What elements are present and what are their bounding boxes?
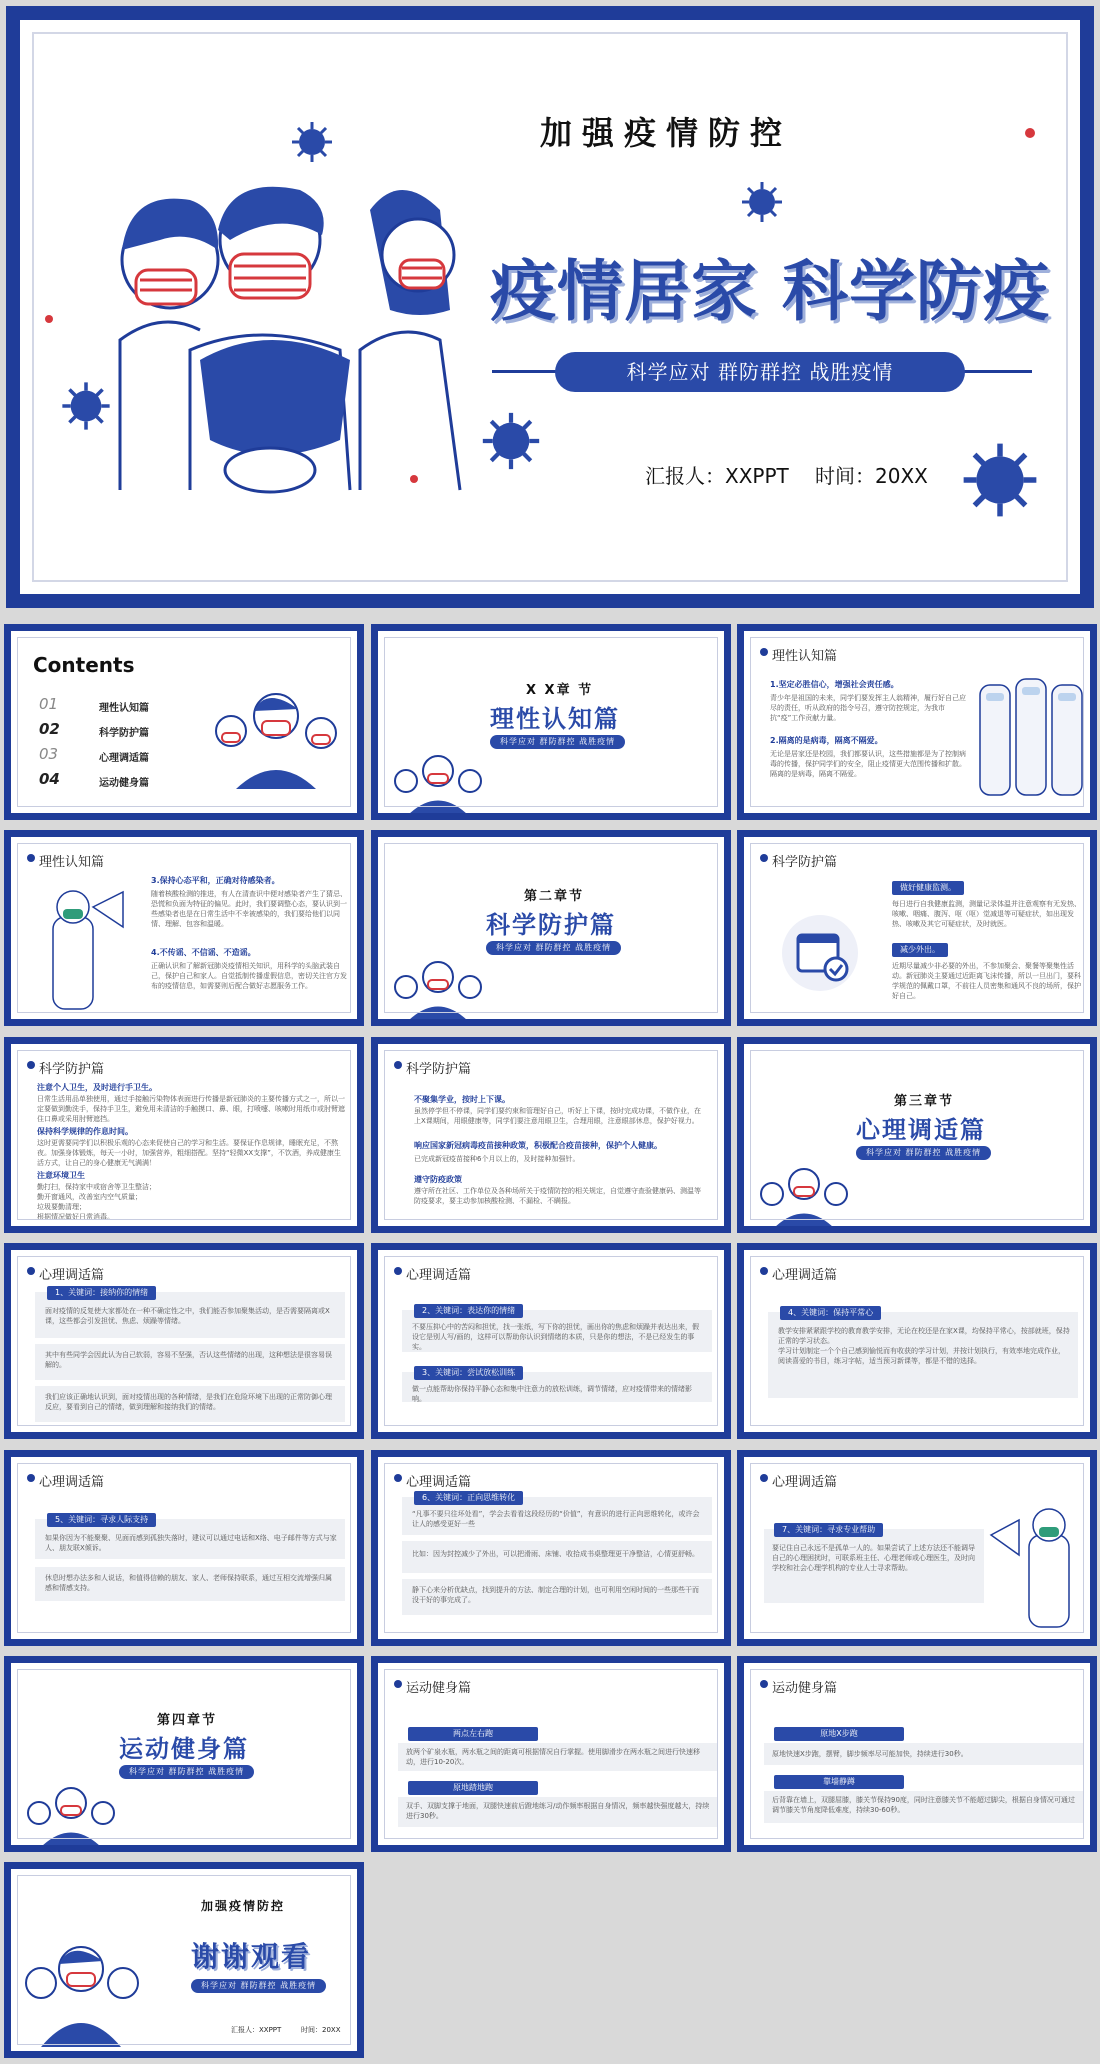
text-heading: 不聚集学业，按时上下课。 <box>414 1095 510 1104</box>
text-body: 遵守所在社区、工作单位及各种场所关于疫情防控的相关规定，自觉遵守查验健康码、测温等防疫要求，要主动参加核酸检测、不漏检、不瞒报。 <box>414 1187 701 1205</box>
section-title: 心理调适篇 <box>406 1471 471 1490</box>
slide-chapter-3[interactable] <box>737 1037 1097 1233</box>
text-body: 原地快速X步跑，摆臂，脚步频率尽可能加快，持续进行30秒。 <box>772 1750 968 1758</box>
tip-badge: 减少外出。 <box>892 943 948 957</box>
chapter-number: X X章 节 <box>526 683 594 698</box>
keyword-badge: 7、关键词：寻求专业帮助 <box>774 1523 883 1537</box>
text-body: 日常生活用品单独使用，通过手接触污染物体表面进行传播是新冠肺炎的主要传播方式之一，所以一定要做到勤洗手，保持手卫生，避免用未清洁的手触摸口、鼻、眼，打喷嚏、咳嗽时用纸巾或肘臂遮住口鼻或采用肘臂遮挡。 <box>37 1095 345 1123</box>
cover-top-title: 加强疫情防控 <box>540 114 793 152</box>
section-title: 运动健身篇 <box>772 1677 837 1696</box>
text-body: 如果你因为不能聚聚、见面而感到孤独失落时，建议可以通过电话和X络、电子邮件等方式与家人、朋友联X倾诉。 <box>45 1534 337 1552</box>
slide-section-2b[interactable] <box>4 1037 364 1233</box>
text-body: 后背靠在墙上，双腿屈膝，膝关节保持90度，同时注意膝关节不能超过脚尖，根据自身情况可通过调节膝关节角度降低难度，持续30-60秒。 <box>772 1796 1075 1814</box>
calendar-check-icon <box>780 913 860 993</box>
contents-label: 运动健身篇 <box>99 778 149 789</box>
people-illustration <box>754 1154 854 1229</box>
megaphone-doctor-illustration <box>33 877 133 1017</box>
red-dot <box>410 475 418 483</box>
text-body: 教学安排紧紧跟学校的教育教学安排，无论在校还是在家X课，均保持平常心，按部就班，保持正常的学习状态。 学习计划制定一个个自己感到愉悦而有收获的学习计划，并按计划执行，有效率地完成作业，阅读喜爱的书目，练习字帖，适当预习新课等，都是不错的选择。 <box>778 1327 1070 1365</box>
keyword-badge: 2、关键词：表达你的情绪 <box>414 1304 523 1318</box>
slide-section-4b[interactable] <box>737 1656 1097 1852</box>
text-body: 随着核酸检测的推进，有人在清查识中便对感染者产生了猜忌、恐慌和负面为特征的偏见。此时，我们要调整心态，要认识到一些感染者也是在日常生活中不幸被感染的，我们要给他们以同情、理解、包容和温暖。 <box>151 890 347 928</box>
chapter-title: 心理调适篇 <box>856 1116 986 1144</box>
chapter-number: 第三章节 <box>894 1094 955 1109</box>
end-slogan: 科学应对 群防群控 战胜疫情 <box>191 1979 326 1993</box>
virus-icon <box>60 380 112 432</box>
text-heading: 2.隔离的是病毒，隔离不隔爱。 <box>770 736 883 745</box>
chapter-number: 第四章节 <box>157 1713 218 1728</box>
section-title: 心理调适篇 <box>772 1264 837 1283</box>
section-title: 心理调适篇 <box>39 1264 104 1283</box>
slide-section-2c[interactable] <box>371 1037 731 1233</box>
text-body: 静下心来分析优缺点，找到提升的方法、制定合理的计划，也可利用空闲时间的一些那些干而没干好的事完成了。 <box>412 1586 699 1604</box>
keyword-badge: 1、关键词：接纳你的情绪 <box>47 1286 156 1300</box>
cover-main-title: 疫情居家 科学防疫 <box>490 253 1050 330</box>
text-heading: 3.保持心态平和，正确对待感染者。 <box>151 876 280 885</box>
contents-label: 心理调适篇 <box>99 753 149 764</box>
text-body: 我们应该正确地认识到，面对疫情出现的各种情绪，是我们在危险环境下出现的正常防御心理反应，要看到自己的情绪，做到理解和接纳我们的情绪。 <box>45 1393 332 1411</box>
exercise-badge: 原地踏地跑 <box>408 1781 538 1795</box>
section-title: 运动健身篇 <box>406 1677 471 1696</box>
red-dot <box>45 315 53 323</box>
people-illustration <box>388 741 488 816</box>
chapter-slogan: 科学应对 群防群控 战胜疫情 <box>490 735 625 749</box>
virus-icon <box>480 410 542 472</box>
exercise-badge: 靠墙静蹲 <box>774 1775 904 1789</box>
slide-section-1b[interactable] <box>4 830 364 1026</box>
end-reporter: 汇报人：XXPPT <box>231 2026 282 2034</box>
cover-slogan: 科学应对 群防群控 战胜疫情 <box>555 352 965 392</box>
slide-section-3a[interactable] <box>4 1243 364 1439</box>
medical-staff-illustration <box>974 665 1089 805</box>
text-heading: 遵守防疫政策 <box>414 1175 462 1184</box>
section-title: 理性认知篇 <box>772 645 837 664</box>
people-illustration <box>21 1909 141 2049</box>
text-body: 近期尽量减少非必要的外出，不参加聚会、聚餐等聚集性活动。新冠肺炎主要通过近距离飞沫传播，所以一旦出门，要科学规范的佩戴口罩，不前往人员密集和通风不良的场所，保护好自己。 <box>892 962 1081 1000</box>
cover-slide[interactable] <box>6 6 1094 608</box>
slide-section-3c[interactable] <box>737 1243 1097 1439</box>
section-title: 心理调适篇 <box>39 1471 104 1490</box>
text-body: 双手、双脚支撑于地面，双腿快速前后蹬地练习/动作频率根据自身情况，频率越快强度越大，持续进行30秒。 <box>406 1802 710 1820</box>
red-dot <box>1025 128 1035 138</box>
cover-reporter: 汇报人：XXPPT <box>645 464 789 488</box>
section-title: 心理调适篇 <box>772 1471 837 1490</box>
contents-num: 03 <box>39 745 59 763</box>
virus-icon <box>960 440 1040 520</box>
keyword-badge: 3、关键词：尝试放松训练 <box>414 1366 523 1380</box>
contents-num: 01 <box>39 695 59 713</box>
section-title: 科学防护篇 <box>772 851 837 870</box>
text-body: 休息时想办法多和人说话，和值得信赖的朋友、家人、老师保持联系，通过互相交流增强归属感和情感支持。 <box>45 1574 332 1592</box>
text-heading: 注意环境卫生 <box>37 1171 85 1180</box>
slide-end[interactable] <box>4 1862 364 2058</box>
text-body: 做一点能帮助你保持平静心态和集中注意力的放松训练，调节情绪，应对疫情带来的情绪影响。 <box>412 1385 692 1403</box>
text-heading: 保持科学规律的作息时间。 <box>37 1127 133 1136</box>
chapter-slogan: 科学应对 群防群控 战胜疫情 <box>856 1146 991 1160</box>
chapter-title: 科学防护篇 <box>486 911 616 939</box>
slide-section-3f[interactable] <box>737 1450 1097 1646</box>
text-body: 无论是居家还是校园，我们都要认识，这些措施都是为了控制病毒的传播，保护同学们的安全，阻止疫情更大范围传播和扩散。隔离的是病毒，隔离不隔爱。 <box>770 750 966 778</box>
text-heading: 4.不传谣、不信谣、不造谣。 <box>151 948 256 957</box>
section-title: 心理调适篇 <box>406 1264 471 1283</box>
slide-chapter-4[interactable] <box>4 1656 364 1852</box>
slide-section-3e[interactable] <box>371 1450 731 1646</box>
text-heading: 响应国家新冠病毒疫苗接种政策，积极配合疫苗接种，保护个人健康。 <box>414 1141 662 1150</box>
chapter-slogan: 科学应对 群防群控 战胜疫情 <box>119 1765 254 1779</box>
text-body: 正确认识和了解新冠肺炎疫情相关知识，用科学的头脑武装自己，保护自己和家人。自觉抵制传播虚假信息，密切关注官方发布的疫情信息，如需要则后配合做好志愿服务工作。 <box>151 962 347 990</box>
contents-num: 04 <box>39 770 60 788</box>
contents-label: 科学防护篇 <box>99 728 149 739</box>
chapter-title: 理性认知篇 <box>490 705 620 733</box>
chapter-title: 运动健身篇 <box>119 1735 249 1763</box>
text-body: 每日进行自我健康监测，测量记录体温并注意观察有无发热、咳嗽、咽痛、腹泻、呕（呕）觉减退等可疑症状，如出现发热、咳嗽及其它可疑症状，及时就医。 <box>892 900 1081 928</box>
contents-num: 02 <box>39 720 60 738</box>
text-body: 面对疫情的反复使大家都处在一种不确定性之中，我们能否参加聚集活动，是否需要隔离或X课，这些都会引发担忧、焦虑、烦躁等情绪。 <box>45 1307 330 1325</box>
text-body: 放两个矿泉水瓶，两水瓶之间的距离可根据情况自行掌握。使用脚滑步在两水瓶之间进行快速移动，进行10-20次。 <box>406 1748 700 1766</box>
text-body: 已完成新冠疫苗接种6个月以上的，及时接种加强针。 <box>414 1155 580 1163</box>
end-title: 谢谢观看 <box>191 1940 312 1973</box>
people-illustration <box>100 170 510 500</box>
slide-section-1a[interactable] <box>737 624 1097 820</box>
chapter-slogan: 科学应对 群防群控 战胜疫情 <box>486 941 621 955</box>
text-heading: 1.坚定必胜信心，增强社会责任感。 <box>770 680 899 689</box>
text-body: 不要压抑心中的苦闷和担忧，找一张纸，写下你的担忧，画出你的焦虑和烦躁并表达出来，假设它是别人写/画的，这样可以帮助你认识到情绪的本质，只是你的想法，不是已经发生的事实。 <box>412 1323 699 1351</box>
slide-section-3d[interactable] <box>4 1450 364 1646</box>
slide-section-2a[interactable] <box>737 830 1097 1026</box>
cover-time: 时间：20XX <box>815 464 928 488</box>
exercise-badge: 两点左右跑 <box>408 1727 538 1741</box>
text-body: 这时更需要同学们以积极乐观的心态来促使自己的学习和生活。要保证作息规律，睡眠充足，不熬夜。加强身体锻炼，每天一小时，加强营养，粗细搭配。坚持“轻微XX支撑”，不饮酒，养成健康生活方式，让自己的身心健康无气满满！ <box>37 1139 341 1167</box>
end-time: 时间：20XX <box>301 2026 341 2034</box>
section-title: 科学防护篇 <box>39 1058 104 1077</box>
slide-chapter-1[interactable] <box>371 624 731 820</box>
slide-contents[interactable] <box>4 624 364 820</box>
slide-section-4a[interactable] <box>371 1656 731 1852</box>
text-body: 比如：因为封控减少了外出，可以把滑雨、床铺、收拾成书桌整理更干净整洁，心情更舒畅。 <box>412 1550 699 1558</box>
people-illustration <box>388 947 488 1022</box>
keyword-badge: 6、关键词：正向思维转化 <box>414 1491 523 1505</box>
text-body: 勤打扫，保持家中或宿舍等卫生整洁； 勤开窗通风，改善室内空气质量； 垃圾要勤清理； 根据情况做好日常消毒。 <box>37 1183 156 1221</box>
contents-heading: Contents <box>33 653 135 677</box>
virus-icon <box>740 180 784 224</box>
slide-section-3b[interactable] <box>371 1243 731 1439</box>
people-illustration <box>206 671 346 791</box>
exercise-badge: 原地X步跑 <box>774 1727 904 1741</box>
keyword-badge: 5、关键词：寻求人际支持 <box>47 1513 156 1527</box>
people-illustration <box>21 1773 121 1848</box>
chapter-number: 第二章节 <box>524 889 585 904</box>
section-title: 理性认知篇 <box>39 851 104 870</box>
text-body: “凡事不要只往坏处看”，学会去看看这段经历的“价值”，有意识的进行正向思维转化，或许会让人的感受更好一些 <box>412 1510 700 1528</box>
contents-label: 理性认知篇 <box>99 703 149 714</box>
text-body: 青少年是祖国的未来，同学们要发挥主人翁精神，履行好自己应尽的责任，听从政府的指令号召，遵守防控规定，为我市抗“疫”工作贡献力量。 <box>770 694 966 722</box>
slide-chapter-2[interactable] <box>371 830 731 1026</box>
text-body: 要记住自己永远不是孤单一人的。如果尝试了上述方法还不能调导自己的心理困扰时，可联系班主任、心理老师或心理医生，及时向学校和社会心理学机构的专业人士寻求帮助。 <box>772 1544 975 1572</box>
text-body: 虽然停学但不停课，同学们要约束和管理好自己，听好上下课，按时完成功课，不做作业，在上X课期间，用眼健康等，同学们要注意用眼卫生，合理用眼，注意眼部休息，保护好视力。 <box>414 1107 701 1125</box>
keyword-badge: 4、关键词：保持平常心 <box>780 1306 881 1320</box>
tip-badge: 做好健康监测。 <box>892 881 964 895</box>
section-title: 科学防护篇 <box>406 1058 471 1077</box>
megaphone-doctor-illustration <box>989 1495 1089 1635</box>
end-top-title: 加强疫情防控 <box>201 1899 286 1913</box>
text-body: 其中有些同学会因此认为自己软弱，容易不坚强，否认这些情绪的出现，这种想法是很容易误解的。 <box>45 1351 332 1369</box>
text-heading: 注意个人卫生，及时进行手卫生。 <box>37 1083 157 1092</box>
virus-icon <box>290 120 334 164</box>
